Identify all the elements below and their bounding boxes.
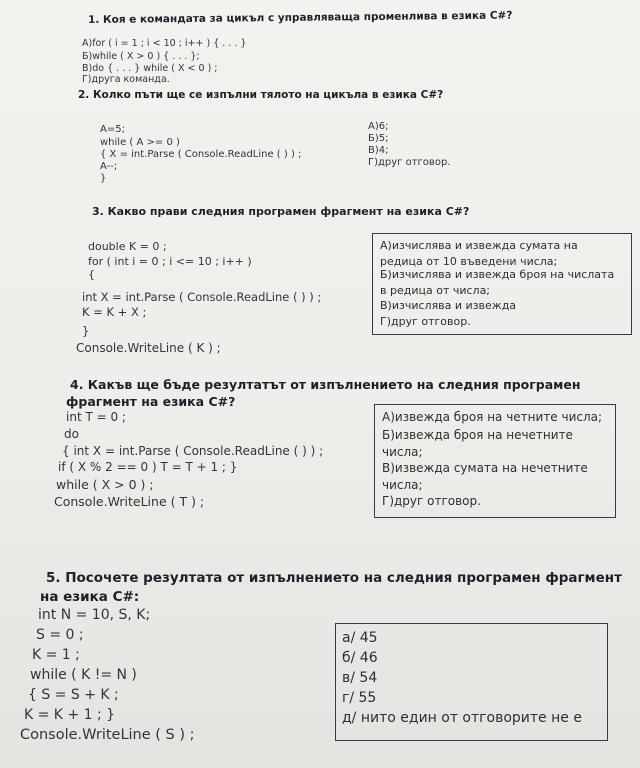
q3-option-a: А)изчислява и извежда сумата на [380, 239, 578, 252]
q4-code-line: if ( X % 2 == 0 ) T = T + 1 ; } [58, 460, 238, 474]
q3-option-c: В)изчислява и извежда [380, 299, 517, 312]
q3-code-line: Console.WriteLine ( K ) ; [76, 341, 221, 355]
q4-option-c-cont: числа; [382, 478, 423, 492]
q1-option-a: A)for ( i = 1 ; i < 10 ; i++ ) { . . . } [82, 38, 247, 49]
q3-code-line: { [88, 268, 95, 281]
q5-option-a: а/ 45 [342, 630, 378, 646]
q1-option-d: Г)друга команда. [82, 74, 170, 85]
q4-option-b: Б)извежда броя на нечетните [382, 428, 573, 442]
q2-code-line: } [100, 173, 107, 184]
q5-code-line: while ( K != N ) [30, 667, 137, 683]
q2-option-d: Г)друг отговор. [368, 157, 451, 168]
q3-option-d: Г)друг отговор. [380, 315, 471, 328]
q4-title-line2: фрагмент на езика C#? [66, 394, 236, 409]
q4-code-line: int T = 0 ; [66, 410, 126, 424]
q3-title: 3. Какво прави следния програмен фрагмент на езика C#? [92, 205, 470, 218]
q5-title-line1: 5. Посочете резултата от изпълнението на следния програмен фрагмент [46, 570, 622, 586]
q4-code-line: { int X = int.Parse ( Console.ReadLine ( ) ) ; [62, 444, 324, 458]
q3-option-b: Б)изчислява и извежда броя на числата [380, 268, 615, 281]
q2-option-c: В)4; [368, 145, 389, 156]
q5-option-e: д/ нито един от отговорите не е [342, 710, 582, 726]
q4-option-d: Г)друг отговор. [382, 494, 481, 508]
q4-code-line: while ( X > 0 ) ; [56, 477, 154, 492]
q3-code-line: } [82, 324, 90, 338]
q2-code-line: A=5; [100, 124, 125, 135]
q4-option-b-cont: числа; [382, 445, 423, 459]
q2-code-line: A--; [100, 161, 118, 172]
q4-code-line: do [64, 427, 79, 441]
q5-code-line: { S = S + K ; [28, 687, 119, 703]
q2-option-b: Б)5; [368, 133, 389, 144]
q1-option-c: B)do { . . . } while ( X < 0 ) ; [82, 63, 218, 74]
q4-option-c: В)извежда сумата на нечетните [382, 461, 588, 475]
q3-option-a-cont: редица от 10 въведени числа; [380, 255, 558, 268]
q4-option-a: А)извежда броя на четните числа; [382, 410, 603, 424]
q2-title: 2. Колко пъти ще се изпълни тялото на цикъла в езика C#? [78, 89, 444, 101]
q2-code-line: while ( A >= 0 ) [100, 137, 180, 148]
q1-title: 1. Коя е командата за цикъл с управляваща променлива в езика C#? [88, 9, 513, 26]
q5-code-line: K = 1 ; [32, 647, 80, 663]
q2-option-a: А)6; [368, 121, 389, 132]
q5-code-line: S = 0 ; [36, 627, 84, 643]
q5-code-line: int N = 10, S, K; [38, 607, 151, 623]
q5-option-c: в/ 54 [342, 670, 378, 686]
q2-code-line: { X = int.Parse ( Console.ReadLine ( ) ) ; [100, 149, 302, 160]
q4-code-line: Console.WriteLine ( T ) ; [54, 494, 205, 509]
q5-title-line2: на езика C#: [40, 589, 140, 605]
q4-title-line1: 4. Какъв ще бъде резултатът от изпълнението на следния програмен [70, 377, 581, 392]
q3-code-line: for ( int i = 0 ; i <= 10 ; i++ ) [88, 255, 252, 268]
q1-option-b: Б)while ( X > 0 ) { . . . }; [82, 51, 200, 62]
q3-code-line: double K = 0 ; [88, 240, 167, 253]
q5-option-d: г/ 55 [342, 690, 377, 706]
q5-code-line: Console.WriteLine ( S ) ; [20, 727, 195, 743]
q5-code-line: K = K + 1 ; } [24, 707, 116, 723]
q3-option-b-cont: в редица от числа; [380, 284, 491, 297]
q3-code-line: K = K + X ; [82, 305, 147, 319]
q5-option-b: б/ 46 [342, 650, 378, 666]
q3-code-line: int X = int.Parse ( Console.ReadLine ( ) ) ; [82, 290, 322, 304]
